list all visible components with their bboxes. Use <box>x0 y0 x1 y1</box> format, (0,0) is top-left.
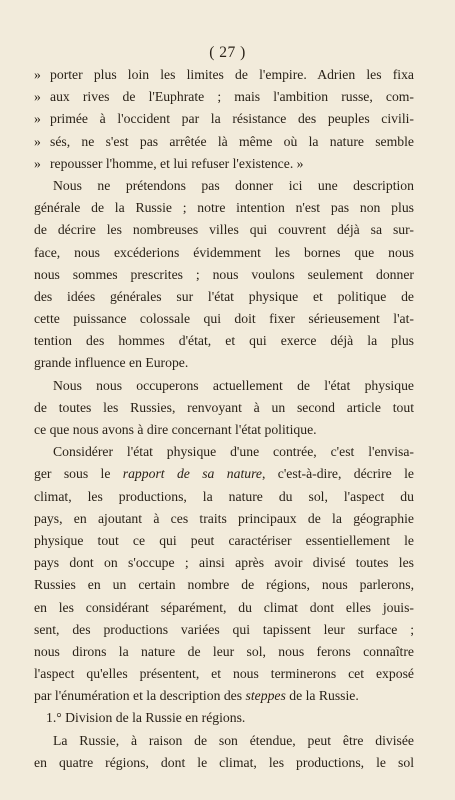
line-text: nous dirons la nature de leur sol, nous ferons connaître <box>34 643 414 659</box>
line-text: des idées générales sur l'état physique et politique de <box>34 288 414 304</box>
line-text: en les considérant séparément, du climat dont elles jouis- <box>34 599 414 615</box>
line-text: ce que nous avons à dire concernant l'état politique. <box>34 422 317 437</box>
text-line <box>34 574 414 596</box>
quote-mark: » <box>34 111 41 127</box>
body-text <box>34 64 414 774</box>
line-text: sés, ne s'est pas arrêtée là même où la nature semble <box>50 133 414 149</box>
quote-mark: » <box>34 155 41 171</box>
text-line <box>34 419 414 441</box>
quote-mark: » <box>34 89 41 105</box>
quote-mark: » <box>34 67 41 82</box>
text-line <box>34 86 414 108</box>
line-text: pays, en ajoutant à ces traits principaux de la géographie <box>34 510 414 526</box>
text-line <box>34 463 414 485</box>
text-line <box>34 175 414 197</box>
text-line <box>34 330 414 352</box>
line-text: aux rives de l'Euphrate ; mais l'ambition russe, com- <box>50 89 414 105</box>
page-number: ( 27 ) <box>209 44 246 61</box>
line-text: pays dont on s'occupe ; ainsi après avoir divisé toutes les <box>34 555 414 571</box>
text-line <box>34 286 414 308</box>
text-line <box>34 441 414 463</box>
text-line <box>34 242 414 264</box>
line-text: sent, des productions variées qui tapissent leur surface ; <box>34 621 414 637</box>
text-line <box>34 219 414 241</box>
text-line <box>34 375 414 397</box>
line-text: générale de la Russie ; notre intention n'est pas non plus <box>34 200 414 216</box>
line-text: ger sous le <box>34 466 123 482</box>
text-line <box>34 685 414 707</box>
text-line <box>34 663 414 685</box>
text-line <box>34 508 414 530</box>
text-line <box>34 707 414 729</box>
text-line <box>34 730 414 752</box>
line-text: face, nous excéderions évidemment les bornes que nous <box>34 244 414 260</box>
line-text: physique tout ce qui peut caractériser essentiellement le <box>34 532 414 548</box>
line-text: porter plus loin les limites de l'empire. Adrien les fixa <box>50 67 414 82</box>
line-text: La Russie, à raison de son étendue, peut être divisée <box>53 732 414 748</box>
text-line <box>34 153 414 175</box>
text-line <box>34 352 414 374</box>
text-line <box>34 530 414 552</box>
line-text: Nous nous occuperons actuellement de l'état physique <box>53 377 414 393</box>
text-line <box>34 486 414 508</box>
text-line <box>34 197 414 219</box>
text-line <box>34 264 414 286</box>
text-line <box>34 131 414 153</box>
text-line <box>34 619 414 641</box>
line-text: climat, les productions, la nature du sol, l'aspect du <box>34 488 414 504</box>
text-line <box>34 308 414 330</box>
line-text: par l'énumération et la description des <box>34 688 246 704</box>
line-text: repousser l'homme, et lui refuser l'existence. » <box>50 155 304 171</box>
line-text: Russies en un certain nombre de régions, nous parlerons, <box>34 577 414 593</box>
line-text: cette puissance colossale qui doit fixer sérieusement l'at- <box>34 311 414 327</box>
text-line <box>34 752 414 774</box>
line-text: de la Russie. <box>285 688 359 704</box>
line-text: Nous ne prétendons pas donner ici une description <box>53 177 414 193</box>
text-line <box>34 597 414 619</box>
line-text: Considérer l'état physique d'une contrée, c'est l'envisa- <box>53 444 414 460</box>
line-text: , c'est-à-dire, décrire le <box>261 466 414 482</box>
italic-phrase: steppes <box>245 688 286 704</box>
line-text: tention des hommes d'état, et qui exerce déjà la plus <box>34 333 414 349</box>
quote-mark: » <box>34 133 41 149</box>
line-text: l'aspect qu'elles présentent, et nous terminerons cet exposé <box>34 666 414 682</box>
text-line <box>34 108 414 130</box>
italic-phrase: rapport de sa nature <box>122 466 262 482</box>
text-line <box>34 552 414 574</box>
text-line <box>34 64 414 86</box>
line-text: primée à l'occident par la résistance des peuples civili- <box>50 111 414 127</box>
line-text: de toutes les Russies, renvoyant à un second article tout <box>34 399 414 415</box>
line-text: en quatre régions, dont le climat, les productions, le sol <box>34 754 414 770</box>
line-text: grande influence en Europe. <box>34 355 189 371</box>
line-text: nous sommes prescrites ; nous voulons seulement donner <box>34 266 414 282</box>
text-line <box>34 641 414 663</box>
line-text: de décrire les nombreuses villes qui couvrent déjà sa sur- <box>34 222 414 238</box>
text-line <box>34 397 414 419</box>
line-text: 1.° Division de la Russie en régions. <box>46 710 246 726</box>
